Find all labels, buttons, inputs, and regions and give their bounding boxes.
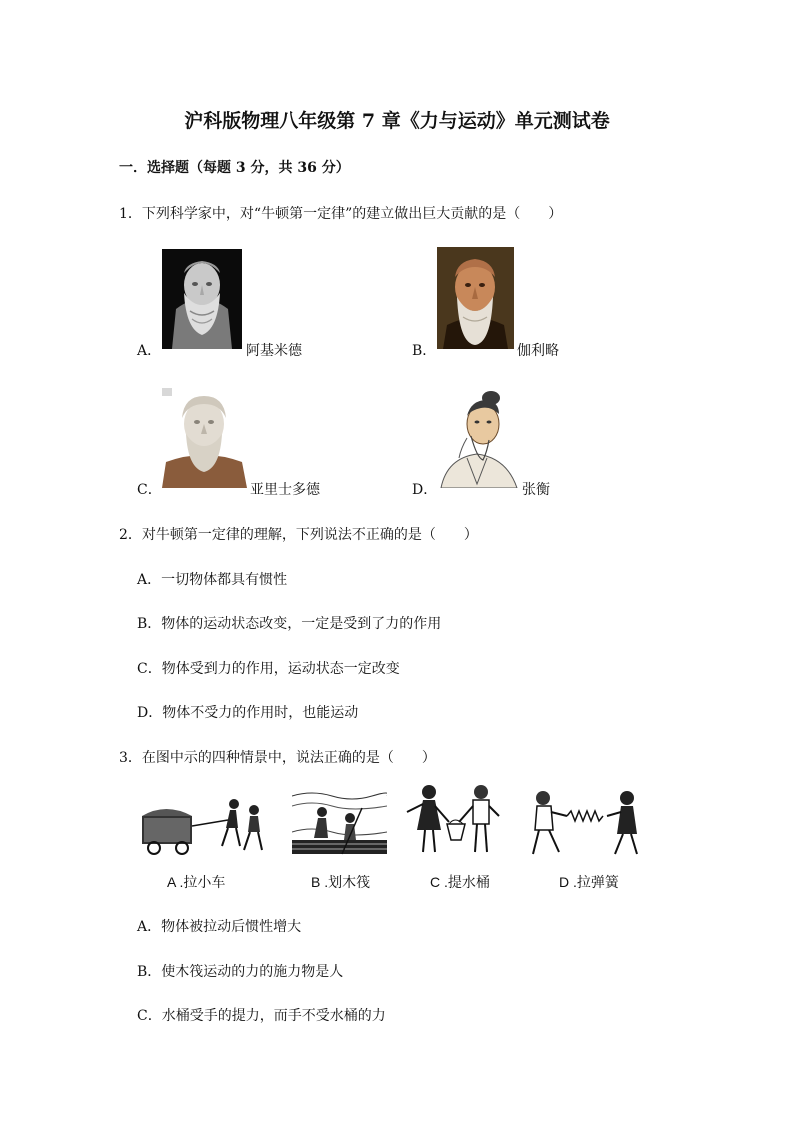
scene-caption-b: B .划木筏 xyxy=(311,874,371,890)
scene-pull-spring xyxy=(525,788,643,860)
q1-option-b-name: 伽利略 xyxy=(517,343,559,359)
q1-option-b-letter: B． xyxy=(412,343,437,359)
scene-carry-bucket xyxy=(403,782,503,860)
question-3-stem: 3．在图中示的四种情景中，说法正确的是（ ） xyxy=(119,750,436,766)
q2-option-a: A．一切物体都具有惯性 xyxy=(137,572,288,588)
q1-option-d-letter: D． xyxy=(412,482,438,498)
archimedes-portrait xyxy=(162,249,242,349)
scene-caption-d: D .拉弹簧 xyxy=(559,874,619,890)
question-2-stem: 2．对牛顿第一定律的理解，下列说法不正确的是（ ） xyxy=(119,527,478,543)
q3-option-b: B．使木筏运动的力的施力物是人 xyxy=(137,964,344,980)
scene-caption-c: C .提水桶 xyxy=(430,874,490,890)
zhang-heng-portrait xyxy=(437,388,522,488)
q1-option-d-name: 张衡 xyxy=(522,482,550,498)
q3-option-a: A．物体被拉动后惯性增大 xyxy=(137,919,302,935)
question-1-stem: 1．下列科学家中，对“牛顿第一定律”的建立做出巨大贡献的是（ ） xyxy=(119,206,563,222)
galileo-portrait xyxy=(437,247,514,349)
scene-caption-a: A .拉小车 xyxy=(167,874,226,890)
section-heading: 一．选择题（每题 3 分，共 36 分） xyxy=(119,160,350,176)
scene-pull-cart xyxy=(138,790,268,860)
q2-option-d: D．物体不受力的作用时，也能运动 xyxy=(137,705,359,721)
q2-option-c: C．物体受到力的作用，运动状态一定改变 xyxy=(137,661,400,677)
page-title: 沪科版物理八年级第 7 章《力与运动》单元测试卷 xyxy=(184,110,610,132)
q1-option-a-letter: A． xyxy=(137,343,162,359)
q1-option-c-letter: C． xyxy=(137,482,162,498)
aristotle-portrait xyxy=(162,388,247,488)
q1-option-a-name: 阿基米德 xyxy=(246,343,302,359)
q2-option-b: B．物体的运动状态改变，一定是受到了力的作用 xyxy=(137,616,442,632)
scene-row-raft xyxy=(292,788,387,860)
q1-option-c-name: 亚里士多德 xyxy=(250,482,320,498)
q3-option-c: C．水桶受手的提力，而手不受水桶的力 xyxy=(137,1008,386,1024)
